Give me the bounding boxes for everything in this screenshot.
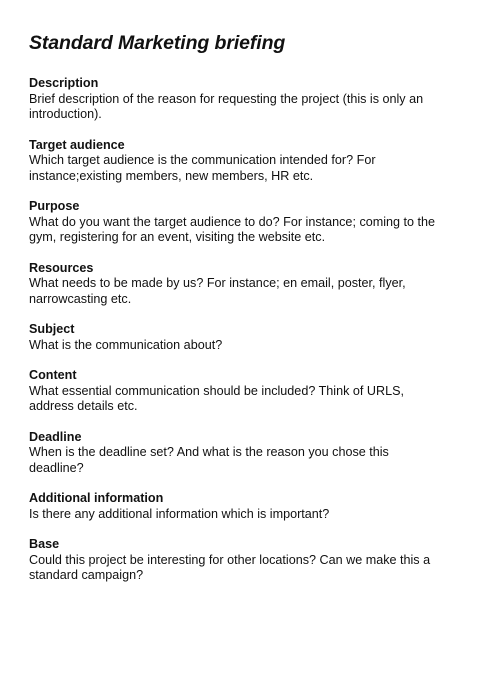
section-body-line: When is the deadline set? And what is the reason you chose this bbox=[29, 445, 389, 459]
briefing-section bbox=[29, 261, 461, 308]
section-body-line: standard campaign? bbox=[29, 568, 144, 582]
section-body-line: What is the communication about? bbox=[29, 337, 223, 352]
briefing-section bbox=[29, 199, 461, 246]
section-body-line: What do you want the target audience to do? For instance; coming to the bbox=[29, 214, 436, 229]
section-body-line: address details etc. bbox=[29, 399, 138, 413]
briefing-section bbox=[29, 76, 461, 123]
section-heading: Purpose bbox=[29, 199, 80, 213]
briefing-section bbox=[29, 537, 461, 584]
section-heading: Base bbox=[29, 537, 60, 551]
section-body-line: What needs to be made by us? For instance; en email, poster, flyer, bbox=[29, 276, 406, 290]
section-body-line: instance;existing members, new members, HR etc. bbox=[29, 168, 314, 183]
section-heading: Subject bbox=[29, 322, 75, 336]
briefing-section bbox=[29, 430, 461, 477]
document-title: Standard Marketing briefing bbox=[29, 32, 286, 54]
section-heading: Content bbox=[29, 368, 77, 382]
briefing-section bbox=[29, 491, 461, 522]
section-body-line: What essential communication should be included? Think of URLS, bbox=[29, 383, 404, 398]
briefing-sections bbox=[29, 76, 461, 599]
section-body-line: gym, registering for an event, visiting the website etc. bbox=[29, 230, 326, 244]
section-body-line: Brief description of the reason for requesting the project (this is only an bbox=[29, 91, 424, 106]
briefing-section bbox=[29, 322, 461, 353]
section-heading: Description bbox=[29, 76, 99, 90]
briefing-section bbox=[29, 368, 461, 415]
section-body-line: narrowcasting etc. bbox=[29, 291, 132, 306]
section-body-line: introduction). bbox=[29, 107, 102, 121]
section-heading: Deadline bbox=[29, 429, 82, 444]
section-heading: Additional information bbox=[29, 491, 164, 505]
section-body-line: deadline? bbox=[29, 460, 84, 475]
section-body-line: Could this project be interesting for other locations? Can we make this a bbox=[29, 552, 431, 567]
section-heading: Resources bbox=[29, 260, 94, 275]
section-body-line: Is there any additional information which is important? bbox=[29, 506, 330, 521]
section-heading: Target audience bbox=[29, 137, 125, 152]
briefing-section bbox=[29, 138, 461, 185]
section-body-line: Which target audience is the communication intended for? For bbox=[29, 153, 376, 167]
